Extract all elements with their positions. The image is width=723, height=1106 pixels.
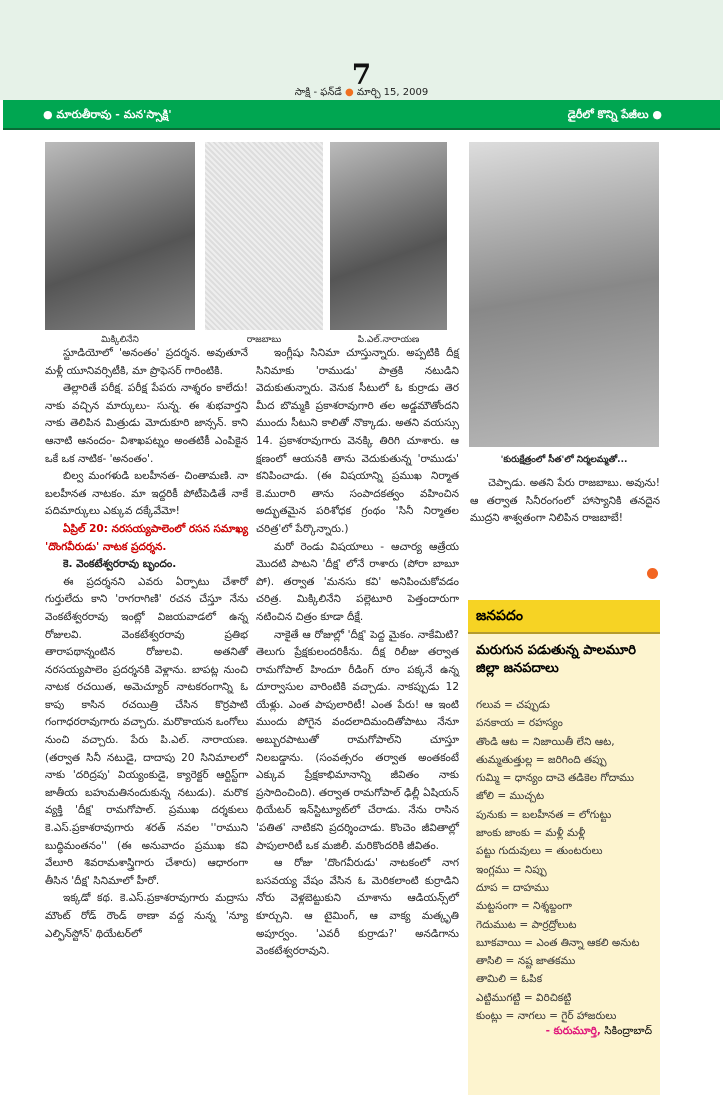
- box-title: మరుగున పడుతున్న పాలమూరి జిల్లా జనపదాలు: [476, 643, 636, 676]
- paragraph: నాకైతే ఆ రోజుల్లో 'దీక్ష' పెద్ద మైకం. నాకేమిటి? తెలుగు ప్రేక్షకులందరికీను. దీక్ష రిలీజు తర్వాత రామగోపాల్ హిందూ రీడింగ్ రూం పక్కనే ఉన్న దూర్వాసుల వారింటికి వచ్చాడు. నాకప్పుడు 12 యేళ్లు. ఎంత పాపులారిటీ! ఎంత పేరు! ఆ ఇంటి ముందు పోగైన వందలాదిమందితోపాటు నేనూ అబ్బురపాటుతో రామగోపాల్‌ని చూస్తూ నిలబడ్డాను. (సంవత్సరం తర్వాత అంతకంటే ఎక్కువ ప్రేక్షకాభిమానాన్ని జీవితం నాకు ప్రసాదించింది). తర్వాత రామగోపాల్ ఢిల్లీ ఏషియన్ థియేటర్ ఇన్‌స్టిట్యూట్‌లో చేరాడు. నేను రాసిన 'పతిత' నాటికని ప్రదర్శించాడు. కొంచెం జీవితాల్లో పాపులారిటీ ఒక మజిలీ. మరికొందరికి జీవితం.: [256, 628, 459, 852]
- paragraph: చెప్పాడు. అతని పేరు రాజబాబు. అవును! ఆ తర్వాత సినీరంగంలో హాస్యానికి తనదైన ముద్రని శాశ్వతంగా నిలిపిన రాజబాబే!: [470, 477, 660, 525]
- box-label: జనపదం: [468, 600, 660, 634]
- glossary-item: ఇంగ్లము = నిప్పు: [476, 863, 547, 876]
- photo-pl-narayana: [330, 142, 447, 330]
- section-band: [3, 100, 720, 130]
- glossary-list: [468, 678, 660, 1025]
- glossary-item: జోలి = ముచ్చట: [476, 790, 545, 803]
- paragraph: తెల్లారితే పరీక్ష. పరీక్ష పేపరు నాశ్శరం కాలేదు! నాకు వచ్చిన మార్కులు- సున్న. ఈ శుభవార్తని నాకు తెలిపిన మిత్రుడు మోదుకూరి జాన్సన్. కాని ఆనాటి ఆనందం- విశాఖపట్నం అంతటికీ ఎంపికైన ఒకే ఒక నాటిక- 'అనంతం'.: [45, 382, 248, 465]
- paragraph: ఇంగ్లీషు సినిమా చూస్తున్నారు. అప్పటికి దీక్ష సినిమాకు 'రాముడు' పాత్రకి నటుడిని వెదుకుతున్నారు. వెనుక సీటులో ఓ కుర్రాడు తెర మీద బొమ్మకి ప్రకాశరావుగారి తల అడ్డమౌతోందని ముందు సీటుని కాలితో నొక్కాడు. అతని వయస్సు 14. ప్రకాశరావుగారు వెనక్కి తిరిగి చూశారు. ఆ క్షణంలో ఆయనకి తాను వెదుకుతున్న 'రాముడు' కనిపించాడు. (ఈ విషయాన్ని ప్రముఖ నిర్మాత కె.మురారి తాను సంపాదకత్వం వహించిన అద్భుతమైన పరిశోధక గ్రంథం 'సినీ నిర్మాతల చరిత్ర'లో పేర్కొన్నారు.): [256, 347, 459, 535]
- byline: [468, 1025, 660, 1040]
- glossary-item: మట్టసంగా = నిశ్శబ్దంగా: [476, 900, 572, 913]
- glossary-item: పనకాయ = రహస్యం: [476, 717, 563, 730]
- glossary-item: జాంకు జాంకు = మళ్లీ మళ్లీ: [476, 827, 586, 840]
- author-name: - కురుమూర్తి,: [545, 1025, 601, 1038]
- dateline: [0, 86, 723, 100]
- janapadam-box: [468, 600, 660, 1095]
- article-column-3: [470, 475, 660, 528]
- photo-caption: 'కురుక్షేత్రంలో సీత'లో నిర్మలమ్మతో...: [500, 455, 628, 465]
- article-title: డైరీలో కొన్ని పేజీలు ●: [567, 108, 662, 121]
- paragraph: ఇక్కడో కథ. కె.ఎస్.ప్రకాశరావుగారు మద్రాసు మౌంట్ రోడ్ రౌండ్ ఠాణా వద్ద నున్న 'న్యూ ఎల్ఫిన్‌స్టోన్' థియేటర్‌లో: [45, 892, 248, 940]
- glossary-item: పట్టు గుదువులు = తుంటరులు: [476, 845, 603, 858]
- article-column-2: [256, 345, 459, 1060]
- paragraph: కె. వెంకటేశ్వరరావు బృందం.: [63, 558, 177, 571]
- end-mark-icon: [647, 568, 658, 579]
- column-title: ● మారుతీరావు - మన'స్సాక్షి': [43, 108, 172, 121]
- issue-date: మార్చి 15, 2009: [356, 87, 429, 98]
- glossary-item: తామిలి = ఓపిక: [476, 973, 543, 986]
- bullet-icon: ●: [345, 87, 354, 98]
- paragraph: ఈ ప్రదర్శనని ఎవరు ఏర్పాటు చేశారో గుర్తులేదు కాని 'రాగరాగిణి' రచన చేస్తూ నేను వెంకటేశ్వరరావు ఇంట్లో విజయవాడలో ఉన్న రోజులవి. వెంకటేశ్వరరావు ప్రతిభ తారాపథాన్నంటిన రోజులవి. అతనితో నరసయ్యపాలెం ప్రదర్శనకి వెళ్లాను. బాపట్ల నుంచి నాటక రచయిత, అమెచ్యూర్ నాటకరంగాన్ని ఓ కాపు కాసిన రచయిత్రి చేసిన కొర్రపాటి గంగాధరరావుగారు వచ్చారు. మరొకాయన ఒంగోలు నుంచి వచ్చారు. పేరు పి.ఎల్. నారాయణ. (తర్వాత సినీ నటుడై, దాదాపు 20 సినిమాలలో నాకు 'దరిద్రపు' వియ్యంకుడై, క్యారెక్టర్ ఆర్టిస్ట్‌గా జాతీయ బహుమతినందుకున్న నటుడు). మరొక వ్యక్తి 'దీక్ష' రామగోపాల్. ప్రముఖ దర్శకులు కె.ఎస్.ప్రకాశరావుగారు శరత్ నవల ''రాముని బుద్ధిమంతనం'' (ఈ అనువాదం ప్రముఖ కవి వేలూరి శివరామశాస్త్రిగారు చేశారు) ఆధారంగా తీసిన 'దీక్ష' సినిమాలో హీరో.: [45, 575, 248, 887]
- glossary-item: గెదుముట = పార్రద్రోలుట: [476, 918, 577, 931]
- paragraph: మరో రెండు విషయాలు - ఆచార్య ఆత్రేయ మొదటి పాటని 'దీక్ష' లోనే రాశారు (పోరా బాబూ పో). తర్వాత 'మనసు కవి' అనిపించుకోవడం చరిత్ర. మిక్కిలినేని పల్లెటూరి పెత్తందారుగా నటించిన చిత్రం కూడా దీక్షే.: [256, 540, 459, 623]
- paragraph: ఏప్రిల్ 20: నరసయ్యపాలెంలో రసన సమాఖ్య 'దొంగవీరుడు' నాటక ప్రదర్శన.: [45, 522, 248, 553]
- glossary-item: గుమ్మి = ధాన్యం దాచె తడికెల గోదాము: [476, 772, 635, 785]
- sketch-rajababu: [205, 142, 323, 330]
- author-place: సికింద్రాబాద్: [604, 1025, 652, 1038]
- glossary-item: ఎట్టిముగట్టి = విరిచికట్టి: [476, 991, 572, 1004]
- photo-nirmalamma: [469, 142, 659, 447]
- glossary-item: కుంట్లు = నాగలు = గైర్ హాజరులు: [476, 1010, 617, 1023]
- page-number: 7: [351, 58, 372, 91]
- glossary-item: దూప = దాహము: [476, 881, 549, 894]
- glossary-item: తొండి ఆట = నిజాయితీ లేని ఆట,: [476, 735, 615, 748]
- glossary-item: తుమ్మతుత్తుల్ల = జరిగింది తప్పు: [476, 753, 607, 766]
- article-column-1: [45, 345, 248, 1060]
- glossary-item: పునుకు = బలహీనత = లోగుట్టు: [476, 808, 612, 821]
- glossary-item: తాసిలి = నష్ట జాతకము: [476, 955, 576, 968]
- paragraph: బిల్వ మంగళుడి బలహీనత- చింతామణి. నా బలహీనత నాటకం. మా ఇద్దరికీ పోటీపెడితే నాకే పదిమార్కులు ఎక్కువ దక్కేవేమో!: [45, 470, 248, 518]
- glossary-item: గలువ = చప్పుడు: [476, 699, 550, 711]
- paragraph: ఆ రోజు 'దొంగవీరుడు' నాటకంలో నాగ బసవయ్య వేషం వేసిన ఓ మెరికలాంటి కుర్రాడిని నోరు వెళ్లబెట్టుకుని చూశాను ఆడియన్స్‌లో కూర్చుని. ఆ టైమింగ్, ఆ వాక్య మత్కృతి అపూర్వం. 'ఎవరీ కుర్రాడు?' అనడిగాను వెంకటేశ్వరరావుని.: [256, 857, 459, 958]
- paper-name: సాక్షి - ఫన్‌డే: [294, 87, 342, 98]
- photo-mikkilineni: [45, 142, 195, 330]
- photo-caption: పి.ఎల్.నారాయణ: [357, 335, 420, 345]
- glossary-item: బూకవాయి = ఎంత తిన్నా ఆకలి అనుట: [476, 936, 640, 949]
- photo-caption: మిక్కిలినేని: [101, 335, 139, 345]
- paragraph: స్టూడియోలో 'అనంతం' ప్రదర్శన. అవుతూనే మళ్లీ యూనివర్సిటీకి, మా ప్రొఫెసర్ గారింటికి.: [45, 347, 248, 377]
- photo-caption: రాజబాబు: [246, 335, 282, 345]
